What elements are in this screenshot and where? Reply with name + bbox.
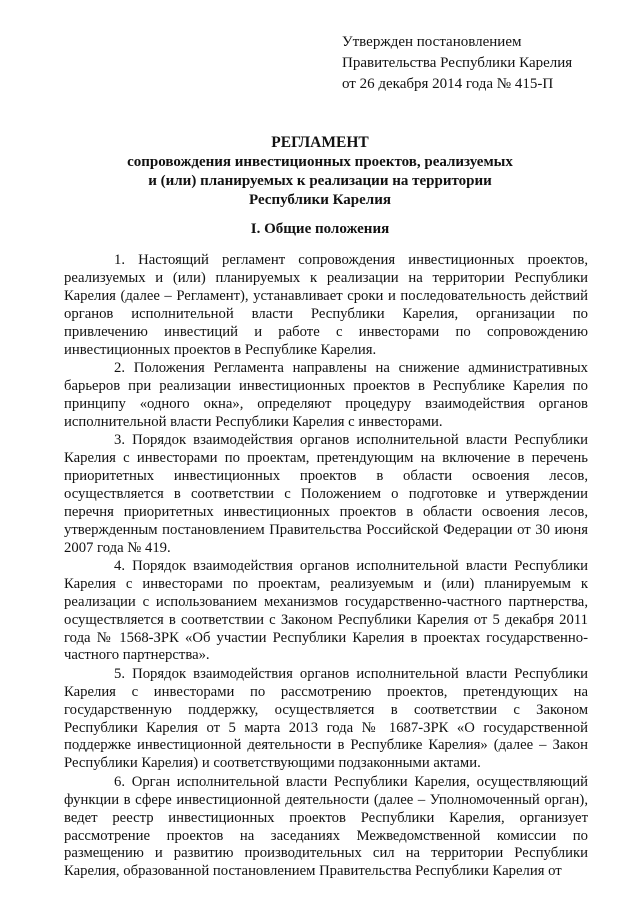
approval-line-3: от 26 декабря 2014 года № 415-П (342, 76, 554, 92)
title-line-2: сопровождения инвестиционных проектов, реализуемых (127, 154, 513, 170)
title-line-4: Республики Карелия (249, 192, 391, 208)
section-heading: I. Общие положения (250, 221, 390, 237)
approval-line-2: Правительства Республики Карелия (342, 55, 573, 71)
paragraph: 6. Орган исполнительной власти Республики Карелия, осуществляющий функции в сфере инвестиционной деятельности (далее – Уполномоченный орган), ведет реестр инвестиционных проектов Республики Карелия, организует рассмотрение проектов на заседаниях Межведомственной комиссии по размещению и развитию производительных сил на территории Республики Карелия, образованной постановлением Правительства Республики Карелия от (64, 773, 588, 880)
paragraph: 1. Настоящий регламент сопровождения инвестиционных проектов, реализуемых и (или) планируемых к реализации на территории Республики Карелия (далее – Регламент), устанавливает сроки и последовательность действий органов исполнительной власти Республики Карелия, организации по привлечению инвестиций и работе с инвесторами по сопровождению инвестиционных проектов в Республике Карелия. (64, 252, 588, 358)
document-title (60, 133, 580, 210)
title-main: РЕГЛАМЕНТ (271, 134, 369, 151)
title-line-3: и (или) планируемых к реализации на территории (148, 173, 492, 189)
document-body (64, 252, 588, 882)
paragraph: 2. Положения Регламента направлены на снижение административных барьеров при реализации инвестиционных проектов в Республике Карелия по принципу «одного окна», определяют процедуру взаимодействия органов исполнительной власти Республики Карелия с инвесторами. (64, 359, 588, 430)
paragraph: 5. Порядок взаимодействия органов исполнительной власти Республики Карелия с инвесторами по рассмотрению проектов, претендующих на государственную поддержку, осуществляется в соответствии с Законом Республики Карелия от 5 марта 2013 года № 1687-ЗРК «О государственной поддержке инвестиционной деятельности в Республике Карелия» (далее – Закон Республики Карелия) и соответствующими подзаконными актами. (64, 665, 588, 772)
approval-stamp (342, 32, 632, 95)
paragraph: 3. Порядок взаимодействия органов исполнительной власти Республики Карелия с инвесторами по проектам, претендующим на включение в перечень приоритетных инвестиционных проектов в области освоения лесов, осуществляется в соответствии с Положением о подготовке и утверждении перечня приоритетных инвестиционных проектов в области освоения лесов, утвержденным постановлением Правительства Российской Федерации от 30 июня 2007 года № 419. (64, 432, 588, 556)
approval-line-1: Утвержден постановлением (342, 34, 522, 50)
paragraph: 4. Порядок взаимодействия органов исполнительной власти Республики Карелия с инвесторами по проектам, реализуемым и (или) планируемым к реализации с использованием механизмов государственно-частного партнерства, осуществляется в соответствии с Законом Республики Карелия от 5 декабря 2011 года № 1568-ЗРК «Об участии Республики Карелия в проектах государственно-частного партнерства». (64, 557, 588, 664)
